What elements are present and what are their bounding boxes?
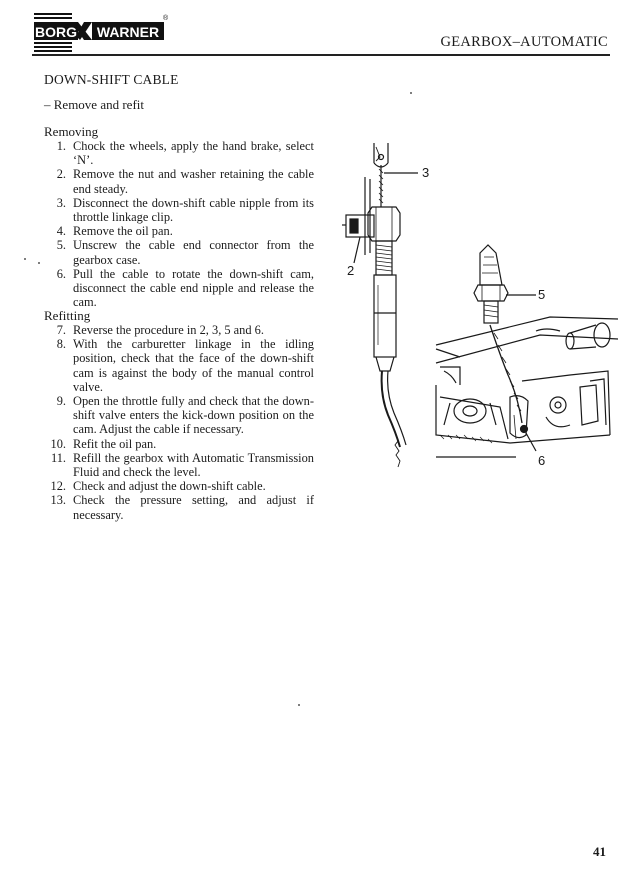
list-item <box>44 323 314 337</box>
logo-registered-mark: ® <box>163 15 169 22</box>
step-text: Check the pressure setting, and adjust if necessary. <box>73 493 314 522</box>
refitting-steps <box>44 323 314 522</box>
removing-heading: Removing <box>44 124 99 139</box>
step-number: 5. <box>56 238 66 253</box>
step-number: 13. <box>50 493 66 508</box>
section-subtitle: – Remove and refit <box>44 97 144 112</box>
scan-speck <box>410 92 412 94</box>
step-text: With the carburetter linkage in the idling position, check that the face of the down-shift cam is against the body of the manual control valve. <box>73 337 314 394</box>
page-number: 41 <box>593 844 606 859</box>
list-item <box>44 437 314 451</box>
list-item <box>44 224 314 238</box>
step-number: 7. <box>56 323 66 337</box>
step-number: 1. <box>56 139 66 153</box>
step-text: Remove the oil pan. <box>73 224 173 239</box>
callout-label-6: 6 <box>538 453 546 468</box>
list-item <box>44 479 314 493</box>
step-number: 8. <box>56 337 66 352</box>
step-number: 3. <box>56 195 66 210</box>
refitting-heading: Refitting <box>44 308 91 323</box>
list-item <box>44 493 314 521</box>
list-item <box>44 267 314 310</box>
step-text: Chock the wheels, apply the hand brake, select ‘N’. <box>73 139 314 168</box>
step-text: Refill the gearbox with Automatic Transmission Fluid and check the level. <box>73 450 314 480</box>
scan-speck <box>24 258 26 260</box>
list-item <box>44 394 314 437</box>
step-text: Disconnect the down-shift cable nipple from its throttle linkage clip. <box>73 195 314 225</box>
scan-speck <box>298 704 300 706</box>
step-text: Remove the nut and washer retaining the cable end steady. <box>73 167 314 196</box>
step-text: Refit the oil pan. <box>73 436 157 451</box>
borg-warner-logo <box>32 10 170 52</box>
removing-steps <box>44 139 314 309</box>
callout-label-5: 5 <box>538 287 546 302</box>
step-text: Pull the cable to rotate the down-shift cam, disconnect the cable end nipple and release the cam. <box>73 266 314 310</box>
step-number: 4. <box>56 224 66 239</box>
callout-label-2: 2 <box>347 263 355 278</box>
step-number: 11. <box>50 450 66 465</box>
callout-label-3: 3 <box>422 165 430 180</box>
step-text: Check and adjust the down-shift cable. <box>73 479 266 494</box>
step-text: Reverse the procedure in 2, 3, 5 and 6. <box>73 323 264 337</box>
logo-text-left: BORG <box>35 24 77 40</box>
list-item <box>44 238 314 266</box>
step-number: 9. <box>56 394 66 409</box>
list-item <box>44 139 314 167</box>
logo-text-right: WARNER <box>96 24 160 40</box>
down-shift-cable-illustration <box>340 135 618 475</box>
step-number: 2. <box>56 167 66 182</box>
list-item <box>44 196 314 224</box>
step-number: 6. <box>56 266 66 281</box>
list-item <box>44 167 314 195</box>
section-title: DOWN-SHIFT CABLE <box>44 72 179 87</box>
step-text: Open the throttle fully and check that the down-shift valve enters the kick-down position on the cam. Adjust the cable if necessary. <box>73 394 314 437</box>
step-number: 12. <box>50 479 66 494</box>
step-text: Unscrew the cable end connector from the gearbox case. <box>73 238 314 267</box>
page-header-title: GEARBOX–AUTOMATIC <box>440 34 608 50</box>
scan-speck <box>38 262 40 264</box>
list-item <box>44 337 314 394</box>
list-item <box>44 451 314 479</box>
step-number: 10. <box>50 436 66 451</box>
header-rule <box>32 54 610 56</box>
